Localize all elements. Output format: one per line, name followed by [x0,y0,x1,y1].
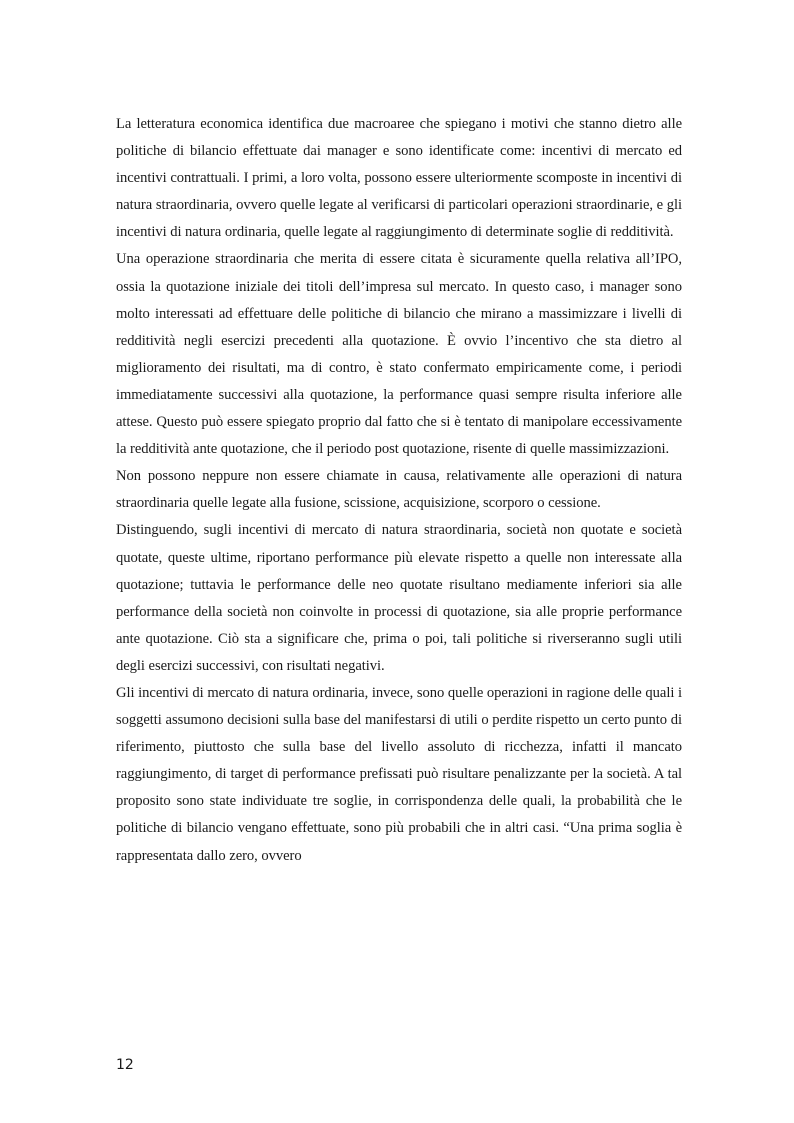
paragraph-ipo: Una operazione straordinaria che merita di essere citata è sicuramente quella relativa all’IPO, ossia la quotazione iniziale dei titoli dell’impresa sul mercato. In questo caso, i manager sono molto interessati ad effettuare delle politiche di bilancio che mirano a massimizzare i livelli di redditività negli esercizi precedenti alla quotazione. È ovvio l’incentivo che sta dietro al miglioramento dei risultati, ma di contro, è stato confermato empiricamente come, i periodi immediatamente successivi alla quotazione, la performance quasi sempre risulta inferiore alle attese. Questo può essere spiegato proprio dal fatto che si è tentato di manipolare eccessivamente la redditività ante quotazione, che il periodo post quotazione, risente di quelle massimizzazioni. [116,251,682,458]
paragraph-incentivi-ordinari: Gli incentivi di mercato di natura ordinaria, invece, sono quelle operazioni in ragione delle quali i soggetti assumono decisioni sulla base del manifestarsi di utili o perdite rispetto un certo punto di riferimento, piuttosto che sulla base del livello assoluto di ricchezza, infatti il mancato raggiungimento, di target di performance prefissati può risultare penalizzante per la società. A tal proposito sono state individuate tre soglie, in corrispondenza delle quali, la probabilità che le politiche di bilancio vengano effettuate, sono più probabili che in altri casi. “Una prima soglia è rappresentata dallo zero, ovvero [116,684,682,864]
paragraph-operazioni-straordinarie: Non possono neppure non essere chiamate in causa, relativamente alle operazioni di natura straordinaria quelle legate alla fusione, scissione, acquisizione, scorporo o cessione. [116,468,682,512]
body-text [116,111,682,870]
paragraph-societa-quotate: Distinguendo, sugli incentivi di mercato di natura straordinaria, società non quotate e società quotate, queste ultime, riportano performance più elevate rispetto a quelle non interessate alla quotazione; tuttavia le performance delle neo quotate risultano mediamente inferiori sia alle performance della società non coinvolte in processi di quotazione, sia alle proprie performance ante quotazione. Ciò sta a significare che, prima o poi, tali politiche si riverseranno sugli utili degli esercizi successivi, con risultati negativi. [116,522,682,674]
page-number: 12 [116,1057,134,1073]
paragraph-macroaree: La letteratura economica identifica due macroaree che spiegano i motivi che stanno dietro alle politiche di bilancio effettuate dai manager e sono identificate come: incentivi di mercato ed incentivi contrattuali. I primi, a loro volta, possono essere ulteriormente scomposte in incentivi di natura straordinaria, ovvero quelle legate al verificarsi di particolari operazioni straordinarie, e gli incentivi di natura ordinaria, quelle legate al raggiungimento di determinate soglie di redditività. [116,116,682,241]
